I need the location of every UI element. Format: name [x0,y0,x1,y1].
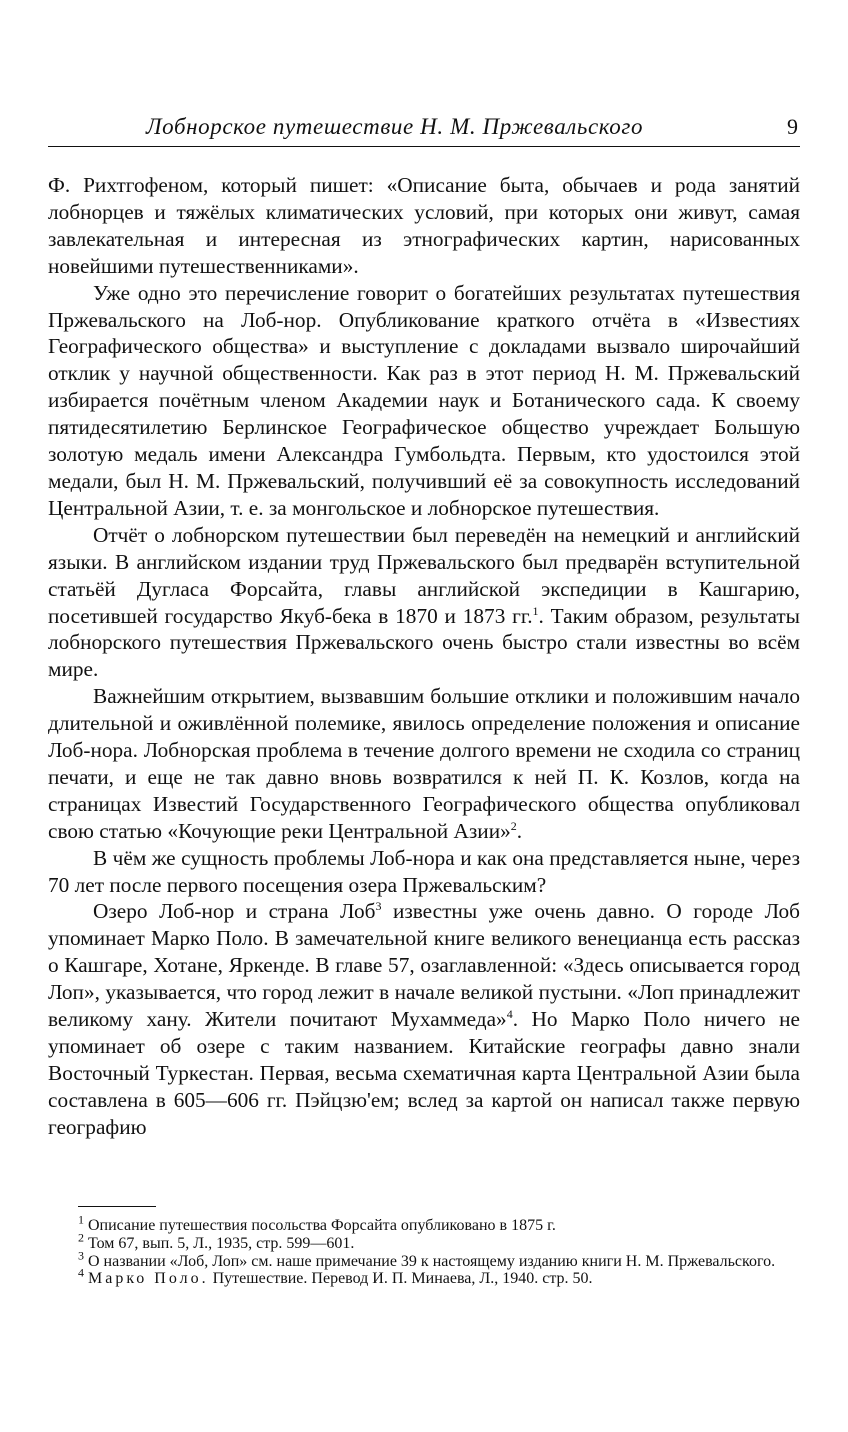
paragraph-text: В чём же сущность проблемы Лоб-нора и как она представляется ныне, через 70 лет после первого посещения озера Пржевальским? [48,845,800,897]
main-text [48,172,800,1141]
footnote-text: Путешествие. Перевод И. П. Минаева, Л., 1940. стр. 50. [212,1270,593,1288]
paragraph-text: Важнейшим открытием, вызвавшим большие отклики и положившим начало длительной и оживлённой полемике, явилось определение положения и описание Лоб-нора. Лобнорская проблема в течение долгого времени не сходила со страниц печати, и еще не так давно вновь возвратился к ней П. К. Козлов, когда на страницах Известий Государственного Географического общества опубликовал свою статью «Кочующие реки Центральной Азии» [48,684,800,843]
footnote-divider [78,1206,156,1207]
running-header [48,112,800,147]
footnote-text: Том 67, вып. 5, Л., 1935, стр. 599—601. [88,1234,355,1252]
paragraph-2 [48,280,800,522]
paragraph-4 [48,683,800,844]
footnote-number: 3 [78,1248,84,1263]
footnote-ref-3: 3 [375,899,382,914]
paragraph-text: Отчёт о лобнорском путешествии был переведён на немецкий и английский языки. В английском издании труд Пржевальского был предварён вступительной статьёй Дугласа Форсайта, главы английской экспедиции в Кашгарию, посетившей государство Якуб-бека в 1870 и 1873 гг. [48,522,800,628]
footnote-author: Марко Поло. [88,1270,209,1288]
paragraph-text: Ф. Рихтгофеном, который пишет: «Описание быта, обычаев и рода занятий лобнорцев и тяжёлых климатических условий, при которых они живут, самая завлекательная и интересная из этнографических картин, нарисованных новейшими путешественниками». [48,173,800,278]
paragraph-text: известны уже очень давно. О городе Лоб упоминает Марко Поло. В замечательной книге великого венецианца есть рассказ о Кашгаре, Хотане, Яркенде. В главе 57, озаглавленной: «Здесь описывается город Лоп», указывается, что город лежит в начале великой пустыни. «Лоп принадлежит великому хану. Жители почитают Мухаммеда» [48,899,800,1032]
footnote-ref-1: 1 [532,603,539,618]
footnote-number: 1 [78,1212,84,1227]
footnote-text: О названии «Лоб, Лоп» см. наше примечание 39 к настоящему изданию книги Н. М. Пржевальского. [88,1252,776,1270]
paragraph-3 [48,522,800,683]
footnote-number: 4 [78,1266,84,1281]
footnote-4 [48,1266,800,1288]
footnote-number: 2 [78,1230,84,1245]
running-header-title: Лобнорское путешествие Н. М. Пржевальского [146,114,644,139]
paragraph-6 [48,898,800,1140]
paragraph-1 [48,172,800,280]
paragraph-text: . [516,818,523,843]
footnote-ref-4: 4 [506,1007,513,1021]
page-number: 9 [787,114,798,139]
footnote-3 [48,1248,800,1271]
paragraph-text: Уже одно это перечисление говорит о богатейших результатах путешествия Пржевальского на Лоб-нор. Опубликование краткого отчёта в «Известиях Географического общества» и выступление с докладами вызвало широчайший отклик у научной общественности. Как раз в этот период Н. М. Пржевальский избирается почётным членом Академии наук и Ботанического сада. К своему пятидесятилетию Берлинское Географическое общество учреждает Большую золотую медаль имени Александра Гумбольдта. Первым, кто удостоился этой медали, был Н. М. Пржевальский, получивший её за совокупность исследований Центральной Азии, т. е. за монгольское и лобнорское путешествия. [48,280,800,520]
paragraph-text: . Таким образом, результаты лобнорского путешествия Пржевальского очень быстро стали известны во всём мире. [48,603,800,682]
paragraph-5 [48,845,800,899]
footnote-1 [48,1212,800,1235]
paragraph-text: . Но Марко Поло ничего не упоминает об озере с таким названием. Китайские географы давно знали Восточный Туркестан. Первая, весьма схематичная карта Центральной Азии была составлена в 605—606 гг. Пэйцзю'ем; вслед за картой он написал также первую географию [48,1007,801,1139]
paragraph-text: Озеро Лоб-нор и страна Лоб [93,899,376,924]
footnote-text: Описание путешествия посольства Форсайта опубликовано в 1875 г. [88,1217,556,1234]
footnotes [48,1212,800,1288]
footnote-2 [48,1230,800,1253]
footnote-ref-2: 2 [510,818,517,833]
